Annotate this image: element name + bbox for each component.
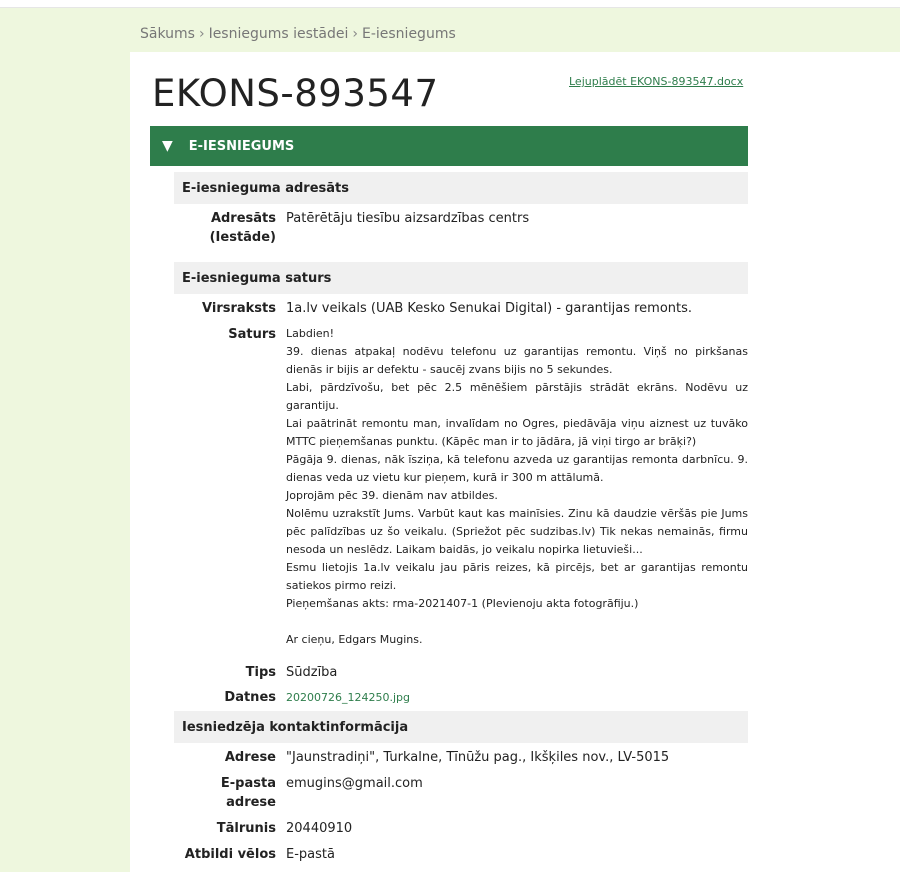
address-value: "Jaunstradiņi", Turkalne, Tīnūžu pag., Ikšķiles nov., LV-5015 (286, 750, 670, 765)
files-label: Datnes (224, 690, 276, 705)
body-line: 39. dienas atpakaļ nodēvu telefonu uz garantijas remontu. Viņš no pirkšanas dienās ir bijis ar defektu - saucēj zvans bijis no 5 sekundes. (286, 345, 748, 376)
body-line: Ar cieņu, Edgars Mugins. (286, 633, 423, 646)
body-line: Labi, pārdzīvošu, bet pēc 2.5 mēnēšiem pārstājis strādāt ekrāns. Nodēvu uz garantiju. (286, 381, 748, 412)
body-line: Labdien! (286, 327, 335, 340)
body-line: Pāgāja 9. dienas, nāk īsziņa, kā telefonu azveda uz garantijas remonta darbnīcu. 9. dienas veda uz vietu kur pieņem, kurā ir 300 m attālumā. (286, 453, 748, 484)
addressee-label: Adresāts (Iestāde) (209, 211, 276, 245)
addressee-value: Patērētāju tiesību aizsardzības centrs (286, 211, 530, 226)
section-label: E-IESNIEGUMS (188, 138, 295, 154)
breadcrumb (140, 26, 456, 42)
type-value: Sūdzība (286, 665, 338, 680)
subject-label: Virsraksts (202, 301, 276, 316)
body-line: Pieņemšanas akts: rma-2021407-1 (PIevienoju akta fotogrāfiju.) (286, 597, 639, 610)
body-line (286, 613, 748, 631)
body-line: Joprojām pēc 39. dienām nav atbildes. (286, 489, 498, 502)
page-title: EKONS-893547 (152, 72, 439, 115)
phone-label: Tālrunis (216, 821, 276, 836)
contents-heading: E-iesnieguma saturs (174, 262, 748, 294)
email-value: emugins@gmail.com (286, 776, 423, 791)
breadcrumb-submission-to-authority[interactable]: Iesniegums iestādei (208, 26, 349, 42)
body-line: Nolēmu uzrakstīt Jums. Varbūt kaut kas mainīsies. Zinu kā daudzie vēršās pie Jums pēc palīdzības uz šo veikalu. (Spriežot pēc sudzibas.lv) Tik nekas nemainās, firmu nesoda un neslēdz. Laikam baidās, jo veikalu nopirka lietuvieši... (286, 507, 748, 556)
contact-heading: Iesniedzēja kontaktinformācija (174, 711, 748, 743)
reply-preference-value: E-pastā (286, 847, 335, 862)
subject-value: 1a.lv veikals (UAB Kesko Senukai Digital) - garantijas remonts. (286, 301, 693, 316)
triangle-down-icon: ▼ (162, 138, 173, 154)
main-content (130, 52, 900, 872)
body-line: Lai paātrināt remontu man, invalīdam no Ogres, piedāvāja viņu aiznest uz tuvāko MTTC pieņemšanas punktu. (Kāpēc man ir to jādāra, jā viņi tirgo ar brāķi?) (286, 417, 748, 448)
email-label: E-pasta adrese (220, 776, 276, 810)
address-label: Adrese (224, 750, 276, 765)
phone-value: 20440910 (286, 821, 353, 836)
body-label: Saturs (228, 327, 276, 342)
breadcrumb-separator: › (352, 26, 358, 42)
body-line: Esmu lietojis 1a.lv veikalu jau pāris reizes, kā pircējs, bet ar garantijas remontu satiekos pirmo reizi. (286, 561, 748, 592)
download-docx-link[interactable]: Lejuplādēt EKONS-893547.docx (569, 75, 744, 88)
type-label: Tips (245, 665, 276, 680)
reply-preference-label: Atbildi vēlos (184, 847, 276, 862)
attached-file-link[interactable]: 20200726_124250.jpg (286, 691, 410, 704)
breadcrumb-separator: › (198, 26, 205, 42)
e-submission-section-toggle[interactable] (150, 126, 748, 166)
top-strip (0, 0, 900, 8)
breadcrumb-current: E-iesniegums (361, 26, 456, 42)
body-text (286, 325, 748, 649)
addressee-heading: E-iesnieguma adresāts (174, 172, 748, 204)
breadcrumb-home[interactable]: Sākums (140, 26, 195, 42)
